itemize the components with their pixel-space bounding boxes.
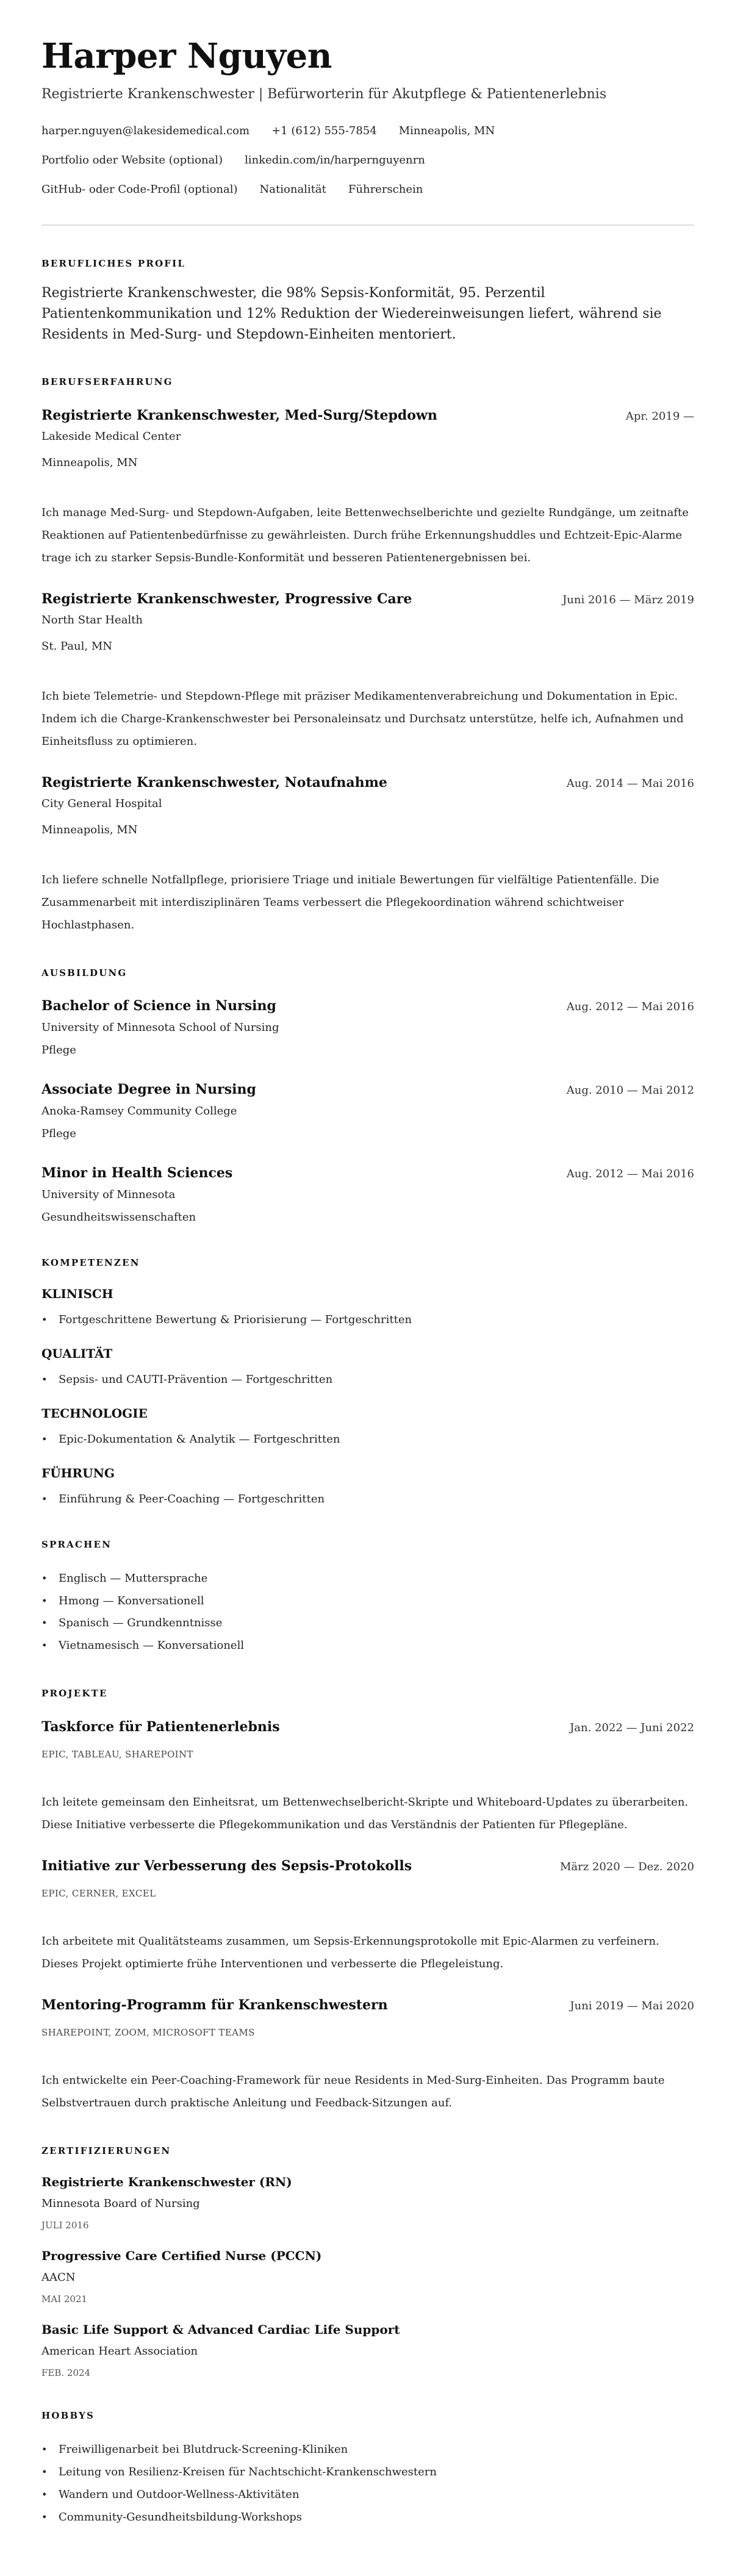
experience-section: [41, 376, 694, 936]
field-of-study: Pflege: [41, 1044, 76, 1057]
entry-date: Juni 2019 — Mai 2020: [570, 2000, 694, 2012]
resume-header: [41, 37, 694, 204]
school-name: Anoka-Ramsey Community College: [41, 1105, 237, 1118]
drivers-license: Führerschein: [348, 183, 423, 196]
job-description: Ich manage Med-Surg- und Stepdown-Aufgaben, leite Bettenwechselberichte und gezielte Rundgänge, um zeitnafte Reaktionen auf Patientenbedürfnisse zu gewährleisten. Durch frühe Erkennungshuddles und Echtzeit-Epic-Alarme trage ich zu starker Sepsis-Bundle-Konformität und besseren Patientenergebnissen bei.: [41, 506, 689, 564]
entry-header: [41, 1996, 694, 2015]
project-description: Ich entwickelte ein Peer-Coaching-Framework für neue Residents in Med-Surg-Einheiten. Das Programm baute Selbstvertrauen durch praktische Anleitung und Feedback-Sitzungen auf.: [41, 2074, 665, 2109]
project-technologies: SHAREPOINT, ZOOM, MICROSOFT TEAMS: [41, 2027, 255, 2038]
section-heading: ZERTIFIZIERUNGEN: [41, 2145, 171, 2156]
nationality: Nationalität: [259, 183, 326, 196]
skill-items: [41, 1431, 694, 1448]
contact-row: [41, 146, 694, 175]
skill-category: QUALITÄT: [41, 1346, 113, 1361]
contact-row: [41, 175, 694, 204]
portfolio-link[interactable]: Portfolio oder Website (optional): [41, 154, 223, 167]
project-description: Ich arbeitete mit Qualitätsteams zusammen, um Sepsis-Erkennungsprotokolle mit Epic-Alarmen zu verfeinern. Dieses Projekt optimierte frühe Interventionen und verbesserte die Pflegeleistung.: [41, 1935, 659, 1970]
entry-date: Juni 2016 — März 2019: [562, 594, 694, 606]
projects-section: [41, 1687, 694, 2114]
skill-category: TECHNOLOGIE: [41, 1406, 148, 1421]
entry-date: Aug. 2012 — Mai 2016: [566, 1000, 694, 1013]
list-item: • Leitung von Resilienz-Kreisen für Nachtschicht-Krankenschwestern: [41, 2461, 694, 2483]
skill-category: FÜHRUNG: [41, 1466, 115, 1480]
education-section: [41, 967, 694, 1226]
entry-title: Associate Degree in Nursing: [41, 1082, 256, 1097]
entry-title: Registrierte Krankenschwester, Progressive Care: [41, 591, 412, 607]
certification-date: FEB. 2024: [41, 2367, 91, 2378]
project-description: Ich leitete gemeinsam den Einheitsrat, um Bettenwechselbericht-Skripte und Whiteboard-Updates zu überarbeiten. Diese Initiative verbesserte die Pflegekommunikation und das Verständnis der Patienten für Pflegepläne.: [41, 1796, 689, 1831]
certification-issuer: Minnesota Board of Nursing: [41, 2197, 200, 2210]
certification-issuer: American Heart Association: [41, 2345, 198, 2358]
phone-number[interactable]: +1 (612) 555-7854: [271, 124, 377, 137]
project-entry: [41, 1718, 694, 1836]
list-item: • Wandern und Outdoor-Wellness-Aktivitäten: [41, 2483, 694, 2506]
skill-items: [41, 1371, 694, 1388]
certifications-section: [41, 2145, 694, 2379]
skill-items: [41, 1311, 694, 1329]
list-item: • Sepsis- und CAUTI-Prävention — Fortgeschritten: [41, 1371, 694, 1388]
list-item: • Epic-Dokumentation & Analytik — Fortgeschritten: [41, 1431, 694, 1448]
experience-entry: [41, 406, 694, 569]
skills-section: [41, 1257, 694, 1508]
education-entry: [41, 997, 694, 1059]
entry-date: Apr. 2019 —: [625, 410, 694, 423]
certification-title: Registrierte Krankenschwester (RN): [41, 2175, 292, 2189]
list-item: • Freiwilligenarbeit bei Blutdruck-Screening-Kliniken: [41, 2438, 694, 2461]
entry-header: [41, 1080, 694, 1100]
section-heading: BERUFLICHES PROFIL: [41, 258, 186, 269]
project-technologies: EPIC, CERNER, EXCEL: [41, 1888, 156, 1899]
list-item: • Spanisch — Grundkenntnisse: [41, 1612, 694, 1635]
school-name: University of Minnesota School of Nursing: [41, 1021, 279, 1034]
list-item: • Vietnamesisch — Konversationell: [41, 1635, 694, 1657]
job-location: Minneapolis, MN: [41, 456, 138, 469]
entry-title: Minor in Health Sciences: [41, 1165, 233, 1181]
section-heading: SPRACHEN: [41, 1539, 112, 1550]
entry-header: [41, 1164, 694, 1183]
section-heading: BERUFSERFAHRUNG: [41, 376, 173, 387]
entry-header: [41, 1857, 694, 1876]
employer: Lakeside Medical Center: [41, 430, 181, 443]
certification-date: MAI 2021: [41, 2294, 88, 2305]
entry-title: Registrierte Krankenschwester, Med-Surg/Stepdown: [41, 407, 437, 423]
header-divider: [41, 224, 694, 226]
job-location: St. Paul, MN: [41, 640, 113, 653]
entry-title: Initiative zur Verbesserung des Sepsis-Protokolls: [41, 1858, 412, 1874]
job-description: Ich biete Telemetrie- und Stepdown-Pflege mit präziser Medikamentenverabreichung und Dokumentation in Epic. Indem ich die Charge-Krankenschwester bei Personaleinsatz und Durchsatz unterstütze, helfe ich, Aufnahmen und Einheitsfluss zu optimieren.: [41, 690, 684, 748]
contact-info: [41, 117, 694, 204]
entry-header: [41, 1718, 694, 1737]
certification-entry: [41, 2247, 694, 2305]
section-heading: AUSBILDUNG: [41, 967, 127, 978]
entry-date: Aug. 2012 — Mai 2016: [566, 1168, 694, 1180]
school-name: University of Minnesota: [41, 1188, 176, 1201]
list-item: • Englisch — Muttersprache: [41, 1568, 694, 1590]
github-link[interactable]: GitHub- oder Code-Profil (optional): [41, 183, 238, 196]
skill-items: [41, 1491, 694, 1508]
certification-entry: [41, 2321, 694, 2379]
entry-header: [41, 773, 694, 793]
entry-title: Bachelor of Science in Nursing: [41, 998, 276, 1014]
languages-section: [41, 1538, 694, 1657]
certification-title: Progressive Care Certified Nurse (PCCN): [41, 2248, 322, 2263]
certification-title: Basic Life Support & Advanced Cardiac Life Support: [41, 2322, 400, 2337]
profile-section: [41, 257, 694, 345]
project-entry: [41, 1857, 694, 1975]
section-heading: PROJEKTE: [41, 1688, 108, 1699]
hobbies-section: [41, 2409, 694, 2528]
contact-row: [41, 117, 694, 146]
list-item: • Hmong — Konversationell: [41, 1590, 694, 1613]
linkedin-link[interactable]: linkedin.com/in/harpernguyenrn: [245, 154, 425, 167]
certification-entry: [41, 2173, 694, 2231]
list-item: • Community-Gesundheitsbildung-Workshops: [41, 2506, 694, 2528]
entry-date: Aug. 2014 — Mai 2016: [566, 777, 694, 790]
job-description: Ich liefere schnelle Notfallpflege, priorisiere Triage und initiale Bewertungen für vielfältige Patientenfälle. Die Zusammenarbeit mit interdisziplinären Teams verbessert die Pflegekoordination während schichtweiser Hochlastphasen.: [41, 874, 659, 931]
education-entry: [41, 1164, 694, 1226]
education-entry: [41, 1080, 694, 1143]
list-item: • Einführung & Peer-Coaching — Fortgeschritten: [41, 1491, 694, 1508]
profile-summary: Registrierte Krankenschwester, die 98% Sepsis-Konformität, 95. Perzentil Patientenkommunikation und 12% Reduktion der Wiedereinweisungen liefert, während sie Residents in Med-Surg- und Stepdown-Einheiten mentoriert.: [41, 285, 662, 342]
employer: City General Hospital: [41, 797, 162, 810]
entry-header: [41, 590, 694, 609]
field-of-study: Pflege: [41, 1127, 76, 1140]
skill-category: KLINISCH: [41, 1286, 113, 1301]
certification-date: JULI 2016: [41, 2220, 89, 2231]
entry-title: Mentoring-Programm für Krankenschwestern: [41, 1997, 388, 2013]
certification-issuer: AACN: [41, 2271, 76, 2284]
email-link[interactable]: harper.nguyen@lakesidemedical.com: [41, 124, 250, 137]
entry-title: Taskforce für Patientenerlebnis: [41, 1719, 280, 1735]
section-heading: HOBBYS: [41, 2410, 95, 2421]
experience-entry: [41, 590, 694, 753]
project-entry: [41, 1996, 694, 2114]
employer: North Star Health: [41, 614, 143, 626]
entry-date: März 2020 — Dez. 2020: [559, 1860, 694, 1873]
location: Minneapolis, MN: [398, 124, 495, 137]
entry-date: Jan. 2022 — Juni 2022: [570, 1721, 694, 1734]
entry-date: Aug. 2010 — Mai 2012: [566, 1084, 694, 1097]
entry-header: [41, 406, 694, 426]
experience-entry: [41, 773, 694, 936]
entry-title: Registrierte Krankenschwester, Notaufnahme: [41, 775, 387, 791]
job-location: Minneapolis, MN: [41, 823, 138, 836]
candidate-name: Harper Nguyen: [41, 36, 332, 76]
list-item: • Fortgeschrittene Bewertung & Priorisierung — Fortgeschritten: [41, 1311, 694, 1329]
entry-header: [41, 997, 694, 1016]
candidate-headline: Registrierte Krankenschwester | Befürworterin für Akutpflege & Patientenerlebnis: [41, 87, 607, 102]
section-heading: KOMPETENZEN: [41, 1257, 140, 1268]
project-technologies: EPIC, TABLEAU, SHAREPOINT: [41, 1749, 193, 1760]
field-of-study: Gesundheitswissenschaften: [41, 1211, 196, 1224]
